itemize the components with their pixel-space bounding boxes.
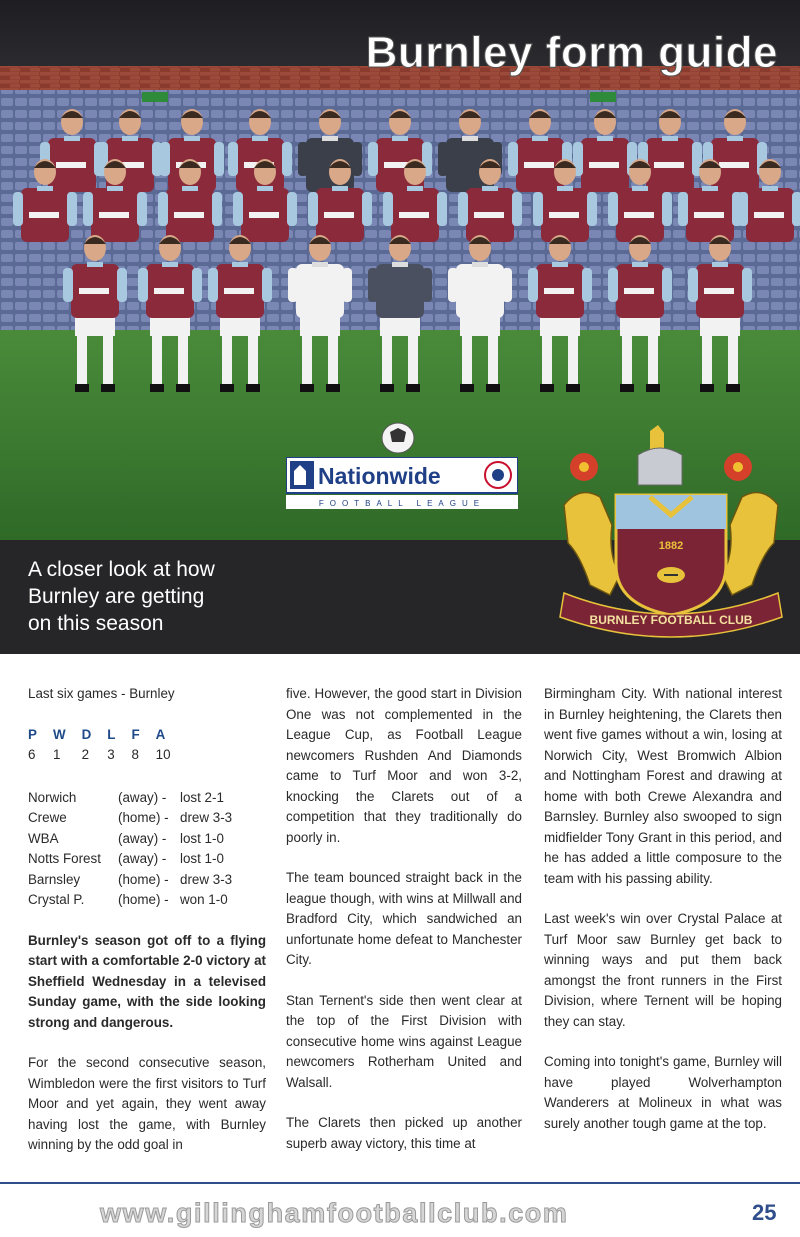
nationwide-banner — [286, 457, 518, 509]
form-stats-table — [28, 725, 266, 766]
exit-sign-left — [142, 92, 168, 102]
footer-divider — [0, 1182, 800, 1184]
result-row — [28, 849, 266, 870]
result-row — [28, 870, 266, 891]
stat-value: 3 — [107, 747, 115, 762]
lion-right-icon — [722, 493, 778, 596]
article-column-2 — [286, 684, 522, 1174]
result-venue: (away) - — [118, 789, 167, 805]
result-venue: (home) - — [118, 892, 169, 907]
exit-sign-right — [590, 92, 616, 102]
results-list — [28, 788, 266, 911]
result-team: Barnsley — [28, 871, 81, 887]
article-column-1 — [28, 684, 266, 1176]
result-venue: (home) - — [118, 810, 169, 825]
lion-left-icon — [564, 493, 620, 596]
article-paragraph: Coming into tonight's game, Burnley will have played Wolverhampton Wanderers at Molineux in what was surely another tough game at the top. — [544, 1054, 782, 1131]
result-team: Crystal P. — [28, 892, 85, 907]
crest-helmet-icon — [638, 448, 682, 485]
result-venue: (home) - — [118, 871, 169, 887]
result-row — [28, 808, 266, 829]
teaser-text — [28, 556, 328, 637]
article-paragraph: five. However, the good start in Division One was not complemented in the League Cup, as Football League newcomers Rushden And Diamonds came to Turf Moor and won 3-2, knocking the Clarets out of a competition that they traditionally do poorly in. — [286, 686, 522, 845]
form-heading: Last six games - Burnley — [28, 686, 175, 701]
article-paragraph: The Clarets then picked up another superb away victory, this time at — [286, 1115, 522, 1151]
result-score: won 1-0 — [180, 892, 228, 907]
stat-value: 1 — [52, 747, 61, 762]
result-row — [28, 788, 266, 809]
result-score: drew 3-3 — [180, 810, 233, 825]
result-team: Crewe — [28, 810, 67, 825]
result-row — [28, 890, 266, 911]
article-column-3 — [544, 684, 782, 1154]
result-score: lost 1-0 — [180, 851, 224, 866]
crest-name: BURNLEY FOOTBALL CLUB — [589, 613, 753, 627]
page-title: Burnley form guide — [365, 28, 778, 77]
result-venue: (away) - — [118, 851, 167, 866]
nationwide-subtitle: FOOTBALL LEAGUE — [318, 499, 486, 508]
result-venue: (away) - — [118, 830, 167, 846]
stat-header: D — [81, 726, 92, 742]
footer-url: www.gillinghamfootballclub.com — [100, 1198, 569, 1228]
stat-header: L — [107, 726, 116, 742]
article-paragraph: Last week's win over Crystal Palace at Turf Moor saw Burnley get back to winning ways and put them back amongst the front runners in the First Division, where Ternent will be hoping they can stay. — [544, 911, 782, 1029]
article-paragraph: Stan Ternent's side then went clear at the top of the First Division with consecutive home wins against League newcomers Rotherham United and Walsall. — [286, 992, 522, 1090]
result-score: lost 1-0 — [180, 830, 224, 846]
result-team: Notts Forest — [28, 851, 101, 866]
teaser-line: on this season — [28, 612, 164, 635]
page-number: 25 — [752, 1200, 777, 1225]
article-intro: Burnley's season got off to a flying start with a comfortable 2-0 victory at Sheffield Wednesday in a televised Sunday game, with the side looking strong and dangerous. — [28, 932, 266, 1030]
crest-year: 1882 — [658, 540, 684, 552]
stat-header: P — [28, 726, 37, 742]
stat-value: 2 — [81, 747, 90, 762]
nationwide-wordmark: Nationwide — [318, 463, 441, 489]
article-paragraph: Birmingham City. With national interest in Burnley heightening, the Clarets then went five games without a win, losing at Norwich City, West Bromwich Albion and Nottingham Forest and drawing at home with both Crewe Alexandra and Barnsley. Burnley also swooped to sign midfielder Tony Grant in this period, and he has added a little composure to the team with his passing ability. — [544, 686, 782, 886]
stat-value: 6 — [28, 747, 36, 762]
result-team: WBA — [28, 830, 59, 846]
teaser-line: Burnley are getting — [28, 585, 205, 608]
result-team: Norwich — [28, 789, 77, 805]
stat-header: W — [52, 726, 66, 742]
result-score: lost 2-1 — [180, 789, 224, 805]
burnley-crest — [550, 425, 792, 650]
stat-value: 8 — [131, 747, 139, 762]
article-paragraph: The team bounced straight back in the league though, with wins at Millwall and Bradford City, which sandwiched an unfortunate home defeat to Manchester City. — [286, 870, 522, 967]
result-score: drew 3-3 — [180, 871, 233, 887]
stat-value: 10 — [155, 747, 171, 762]
article-paragraph: For the second consecutive season, Wimbledon were the first visitors to Turf Moor and yet again, they went away having lost the game, with Burnley winning by the odd goal in — [28, 1055, 266, 1152]
stat-header: F — [131, 726, 140, 742]
result-row — [28, 829, 266, 850]
teaser-line: A closer look at how — [28, 558, 215, 581]
stat-header: A — [155, 726, 166, 742]
